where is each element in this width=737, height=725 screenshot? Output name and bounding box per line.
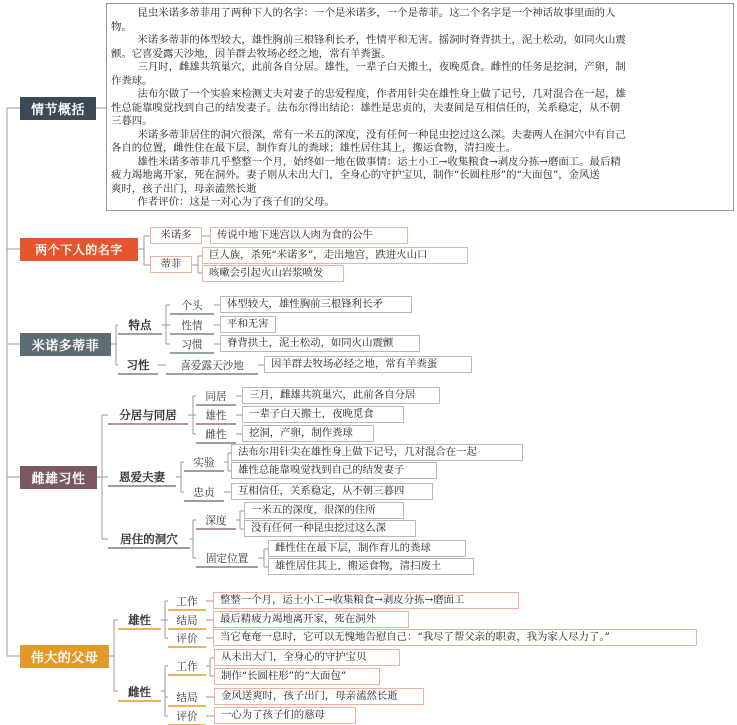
habit-loyalty: 忠贞 [193,487,215,499]
male-work: 工作 [176,596,198,608]
nature-desc-1: 喜爱露天沙地 [180,360,244,372]
topic-two-names[interactable]: 两个下人的名字 [20,238,138,261]
habit-experiment-desc-2: 雄性总能靠嗅觉找到自己的结发妻子 [231,462,437,479]
habit-loyalty-desc: 互相信任，关系稳定，从不朝三暮四 [231,483,433,500]
beetle-nature[interactable]: 习性 [126,358,150,372]
name-difei-desc-2: 咳嗽会引起火山岩浆喷发 [202,265,344,282]
trait-size-desc: 体型较大，雄性胸前三根锋利长矛 [220,296,412,313]
habit-experiment-desc-1: 法布尔用针尖在雄性身上做下记号，几对混合在一起 [231,444,523,461]
habits-living[interactable]: 分居与同居 [119,408,177,422]
female-work: 工作 [176,661,198,673]
summary-line: 爽时，孩子出门，母亲溘然长逝 [111,182,257,195]
summary-line: 米诺多蒂菲居住的洞穴很深，常有一米五的深度，没有任何一种昆虫挖过这么深。夫妻两人在洞穴中有自己 [111,128,626,141]
name-difei[interactable]: 蒂菲 [150,256,192,273]
female-ending: 结局 [176,692,198,704]
trait-temper-desc: 平和无害 [220,316,276,333]
summary-line: 作者评价：这是一对心为了孩子们的父母。 [111,196,335,208]
summary-line: 作粪球。 [111,74,153,87]
summary-line: 物。 [111,20,132,33]
topic-male-female-habits[interactable]: 雌雄习性 [20,466,97,489]
female-evaluation: 评价 [176,711,198,723]
burrow-depth: 深度 [205,515,227,527]
burrow-position-desc-2: 雄性居住其上，搬运食物，清扫废土 [268,558,474,575]
habits-burrow[interactable]: 居住的洞穴 [120,532,178,546]
burrow-position: 固定位置 [205,553,249,565]
summary-line: 三暮四。 [111,115,153,127]
beetle-traits[interactable]: 特点 [128,318,152,332]
burrow-position-desc-1: 雌性住在最下层，制作育儿的粪球 [268,540,466,557]
name-difei-desc-1: 巨人族，杀死“米诺多”，走出地宫，跌进火山口 [202,247,468,264]
name-minuo[interactable]: 米诺多 [150,227,202,244]
parents-female[interactable]: 雌性 [128,685,151,699]
summary-line: 米诺多蒂菲的体型较大，雄性胸前三根锋利长矛，性情平和无害。摇洞时脊背拱土，泥土松动，如同火山震 [111,34,626,46]
habit-experiment: 实验 [193,457,215,469]
habit-male: 雄性 [205,410,227,422]
trait-habit-desc: 脊背拱土，泥土松动，如同火山震颤 [220,335,420,352]
habit-male-desc: 一辈子白天搬土，夜晚觅食 [242,406,404,423]
topic-great-parents[interactable]: 伟大的父母 [20,645,109,668]
female-evaluation-desc: 一心为了孩子们的慈母 [214,707,356,724]
habit-cohabit: 同居 [205,391,227,403]
parents-male[interactable]: 雄性 [128,613,151,627]
male-ending: 结局 [176,615,198,627]
burrow-depth-desc-2: 没有任何一种昆虫挖过这么深 [244,520,416,537]
plot-summary-box [106,3,734,211]
habit-female: 雌性 [205,429,227,441]
summary-line: 法布尔做了一个实验来检测丈夫对妻子的忠爱程度，作者用针尖在雄性身上做了记号，几对混合在一起，雄 [111,88,626,100]
topic-plot-summary[interactable]: 情节概括 [20,97,96,120]
summary-line: 颤。它喜爱露天沙地，因羊群去牧场必经之地，常有羊粪蛋。 [111,47,392,60]
name-minuo-desc: 传说中地下迷宫以人肉为食的公牛 [210,227,408,244]
trait-size: 个头 [181,300,203,312]
habit-cohabit-desc: 三月，雌雄共筑巢穴，此前各自分居 [242,387,440,404]
trait-habit: 习惯 [181,339,203,351]
topic-minotaur-beetle[interactable]: 米诺多蒂菲 [20,333,111,356]
summary-line: 三月时，雌雄共筑巢穴，此前各自分居。雄性，一辈子白天搬土，夜晚觅食。雌性的任务是挖洞，产卵，制 [111,61,626,73]
male-ending-desc: 最后精疲力竭地离开家，死在洞外 [213,611,409,628]
summary-line: 各自的位置，雌性住在最下层，制作育儿的粪球；雄性居住其上，搬运食物，清扫废土。 [111,142,517,154]
summary-line: 雄性米诺多蒂菲几乎整整一个月，始终如一地在做事情：运土小工→收集粮食→剥皮分拣→磨面工。最后精 [111,155,621,168]
burrow-depth-desc-1: 一米五的深度，很深的住所 [244,502,404,519]
habits-loving-couple[interactable]: 恩爱夫妻 [119,470,165,484]
summary-line: 性总能靠嗅觉找到自己的结发妻子。法布尔得出结论：雄性是忠贞的，夫妻间是互相信任的，关系稳定，从不朝 [111,101,621,114]
male-work-desc: 整整一个月，运土小工→收集粮食→剥皮分拣→磨面工 [213,592,519,609]
female-work-desc-1: 从未出大门，全身心的守护宝贝 [214,649,400,666]
female-ending-desc: 金风送爽时，孩子出门，母亲溘然长逝 [214,688,424,705]
habit-female-desc: 挖洞，产卵，制作粪球 [242,425,374,442]
male-evaluation-desc: 当它奄奄一息时，它可以无愧地告慰自己：“我尽了帮父亲的职责，我为家人尽力了。” [213,629,697,646]
nature-desc-2: 因羊群去牧场必经之地，常有羊粪蛋 [264,356,472,373]
male-evaluation: 评价 [176,633,198,645]
female-work-desc-2: 制作“长圆柱形”的“大面包” [214,668,380,685]
trait-temper: 性情 [181,320,203,332]
summary-line: 疲力竭地离开家，死在洞外。妻子则从未出大门，全身心的守护宝贝，制作“长圆柱形”的“大面包”，金风送 [111,169,600,181]
summary-line: 昆虫米诺多蒂菲用了两种下人的名字：一个是米诺多，一个是蒂菲。这二个名字是一个神话故事里面的人 [111,7,616,19]
